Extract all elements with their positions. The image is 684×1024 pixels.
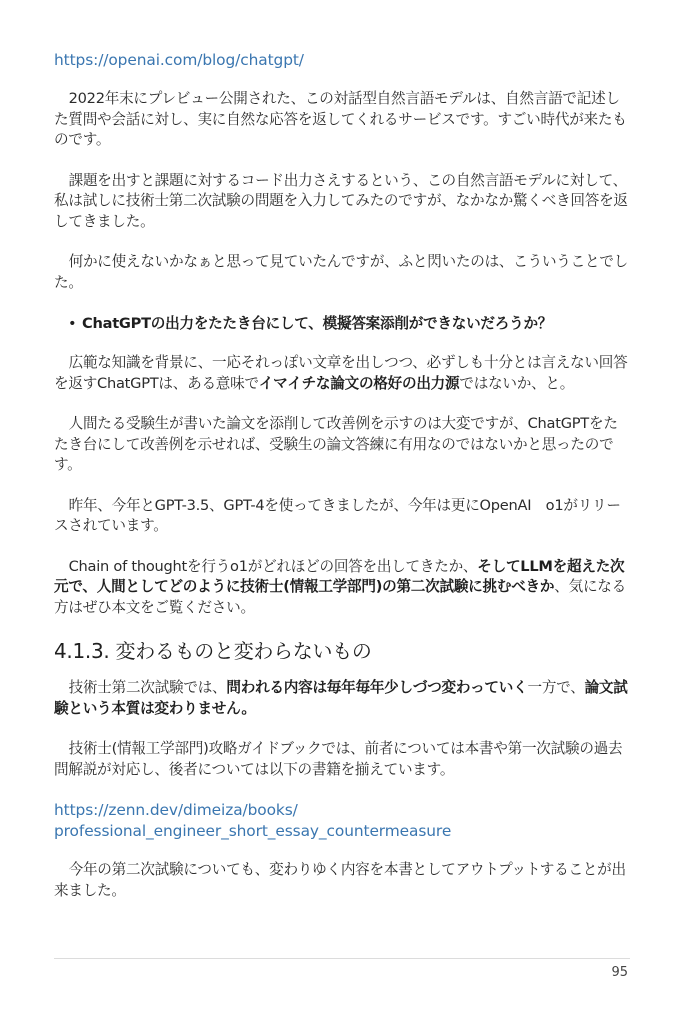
zenn-book-link-line2[interactable]: professional_engineer_short_essay_countermeasure (54, 822, 452, 840)
chatgpt-link-block (54, 50, 630, 71)
paragraph-idea: 何かに使えないかなぁと思って見ていたんですが、ふと閃いたのは、こういうことでした。 (54, 253, 629, 291)
zenn-book-link-line1[interactable]: https://zenn.dev/dimeiza/books/ (54, 801, 298, 819)
bold-phrase: そしてLLMを超えた次元で、人間としてどのように技術士(情報工学部門)の第二次試験に挑むべきか (54, 557, 625, 595)
bullet-dot-icon: • (68, 315, 77, 332)
text-span: 技術士第二次試験では、 (68, 679, 227, 696)
paragraph-o1 (54, 557, 630, 619)
bullet-text: ChatGPTの出力をたたき台にして、模擬答案添削ができないだろうか？ (82, 315, 553, 332)
text-span: Chain of thoughtを行うo1がどれほどの回答を出してきたか、 (68, 557, 478, 575)
text-span: ではないか、と。 (459, 374, 575, 392)
paragraph-models: 昨年、今年とGPT-3.5、GPT-4を使ってきましたが、今年は更にOpenAI o1がリリースされています。 (54, 496, 621, 534)
paragraph-correction: 人間たる受験生が書いた論文を添削して改善例を示すのは大変ですが、ChatGPTをたたき台にして改善例を示せれば、受験生の論文答練に有用なのではないかと思ったのです。 (54, 415, 618, 473)
text-span: 、気になる方はぜひ本文をご覧ください。 (54, 578, 626, 616)
page-number: 95 (611, 965, 628, 980)
bold-phrase: 論文試験という本質は変わりません。 (54, 679, 628, 717)
bullet-item (68, 313, 630, 334)
paragraph-intro: 2022年末にプレビュー公開された、この対話型自然言語モデルは、自然言語で記述した質問や会話に対し、実に自然な応答を返してくれるサービスです。すごい時代が来たものです。 (54, 90, 627, 148)
zenn-link-block (54, 800, 630, 842)
bold-phrase: 問われる内容は毎年毎年少しづつ変わっていく (226, 679, 528, 696)
paragraph-guidebook: 技術士(情報工学部門)攻略ガイドブックでは、前者については本書や第一次試験の過去問解説が対応し、後者については以下の書籍を揃えています。 (54, 740, 623, 778)
chatgpt-blog-link[interactable]: https://openai.com/blog/chatgpt/ (54, 51, 304, 69)
paragraph-exam-nature (54, 678, 630, 719)
footer-divider (54, 958, 630, 959)
text-span: 広範な知識を背景に、一応それっぽい文章を出しつつ、必ずしも十分とは言えない回答を返すChatGPTは、ある意味で (54, 354, 628, 392)
paragraph-conclusion: 今年の第二次試験についても、変わりゆく内容を本書としてアウトプットすることが出来ました。 (54, 861, 626, 899)
text-span: 一方で、 (527, 679, 585, 696)
bold-phrase: イマイチな論文の格好の出力源 (258, 374, 460, 392)
paragraph-experiment: 課題を出すと課題に対するコード出力さえするという、この自然言語モデルに対して、私は試しに技術士第二次試験の問題を入力してみたのですが、なかなか驚くべき回答を返してきました。 (54, 171, 628, 230)
section-heading: 4.1.3. 変わるものと変わらないもの (54, 639, 372, 663)
paragraph-chatgpt-source (54, 353, 630, 394)
